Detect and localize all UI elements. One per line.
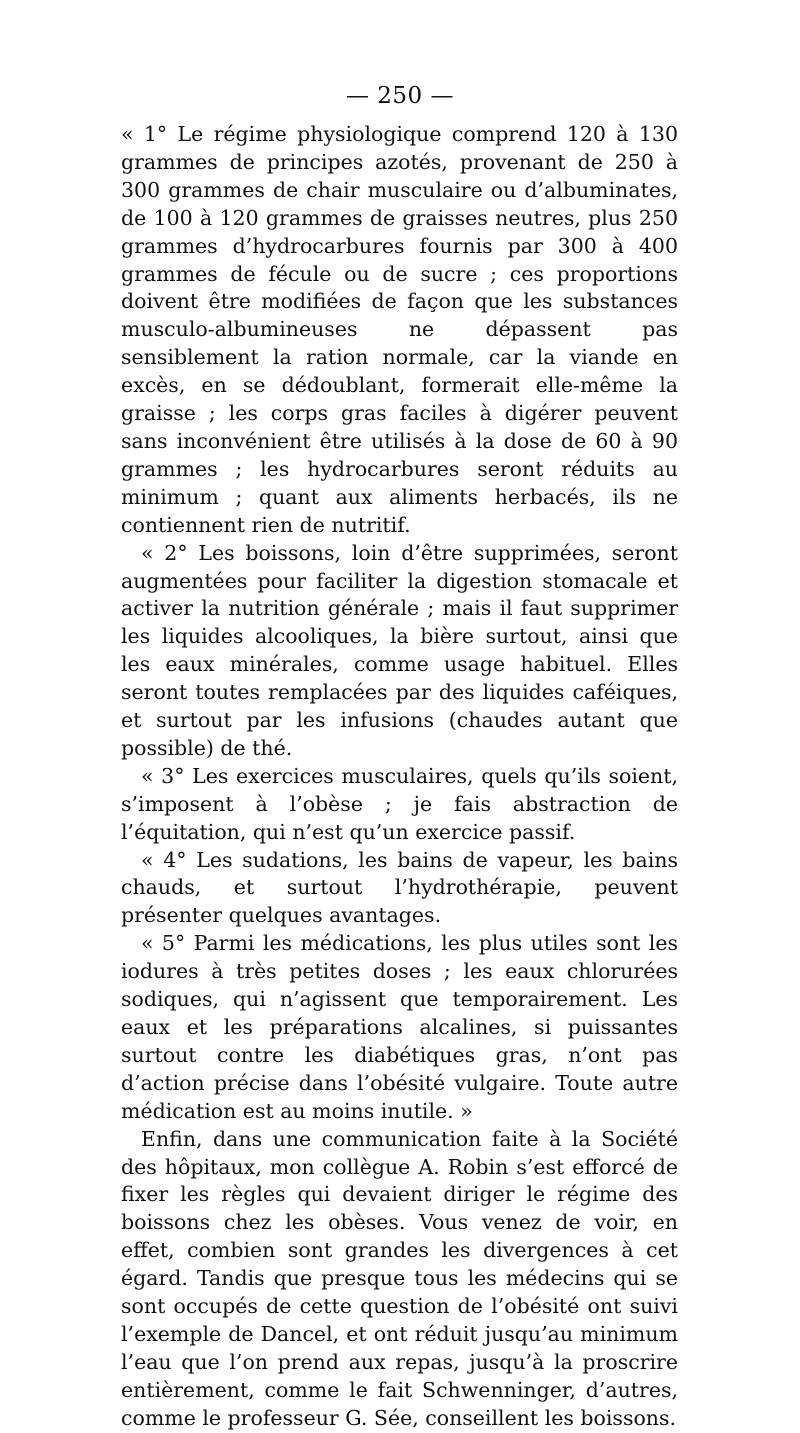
page-body: [121, 121, 678, 1433]
paragraph-boissons: « 2° Les boissons, loin d’être supprimées, seront augmentées pour faciliter la digestion stomacale et activer la nutrition générale ; mais il faut supprimer les liquides alcooliques, la bière surtout, ainsi que les eaux minérales, comme usage habituel. Elles seront toutes remplacées par des liquides caféiques, et surtout par les infusions (chaudes autant que possible) de thé.: [121, 540, 678, 760]
paragraph-communication: Enfin, dans une communication faite à la Société des hôpitaux, mon collègue A. Robin s’est efforcé de fixer les règles qui devaient diriger le régime des boissons chez les obèses. Vous venez de voir, en effet, combien sont grandes les divergences à cet égard. Tandis que presque tous les médecins qui se sont occupés de cette question de l’obésité ont suivi l’exemple de Dancel, et ont réduit jusqu’au minimum l’eau que l’on prend aux repas, jusqu’à la proscrire entièrement, comme le fait Schwenninger, d’autres, comme le professeur G. Sée, conseillent les boissons.: [121, 1126, 678, 1430]
paragraph-regime: « 1° Le régime physiologique comprend 120 à 130 grammes de principes azotés, provenant de 250 à 300 grammes de chair musculaire ou d’albuminates, de 100 à 120 grammes de graisses neutres, plus 250 grammes d’hydrocarbures fournis par 300 à 400 grammes de fécule ou de sucre ; ces proportions doivent être modifiées de façon que les substances musculo-albumineuses ne dépassent pas sensiblement la ration normale, car la viande en excès, en se dédoublant, formerait elle-même la graisse ; les corps gras faciles à digérer peuvent sans inconvénient être utilisés à la dose de 60 à 90 grammes ; les hydrocarbures seront réduits au minimum ; quant aux aliments herbacés, ils ne contiennent rien de nutritif.: [121, 122, 678, 537]
paragraph-exercices: « 3° Les exercices musculaires, quels qu’ils soient, s’imposent à l’obèse ; je fais abstraction de l’équitation, qui n’est qu’un exercice passif.: [121, 763, 678, 844]
paragraph-sudations: « 4° Les sudations, les bains de vapeur, les bains chauds, et surtout l’hydrothérapie, peuvent présenter quelques avantages.: [121, 847, 678, 928]
paragraph-medications: « 5° Parmi les médications, les plus utiles sont les iodures à très petites doses ; les eaux chlorurées sodiques, qui n’agissent que temporairement. Les eaux et les préparations alcalines, si puissantes surtout contre les diabétiques gras, n’ont pas d’action précise dans l’obésité vulgaire. Toute autre médication est au moins inutile. »: [121, 931, 678, 1123]
page-number: — 250 —: [345, 83, 455, 109]
